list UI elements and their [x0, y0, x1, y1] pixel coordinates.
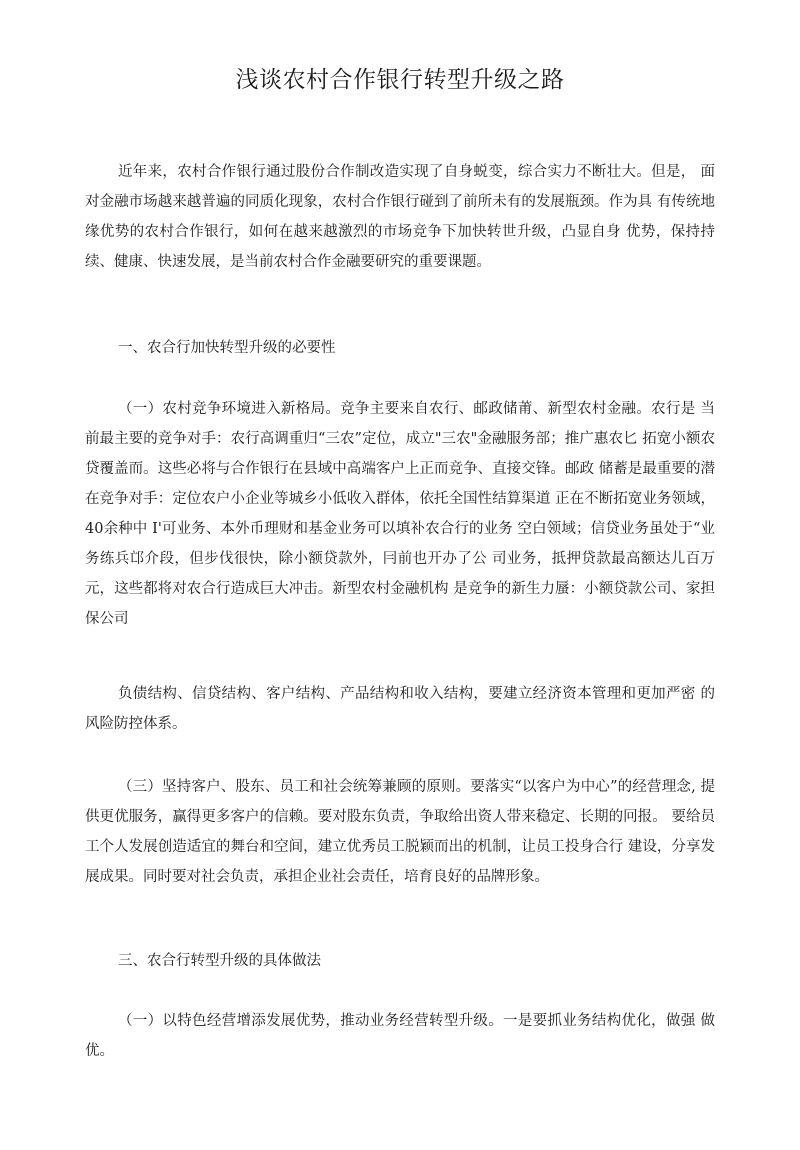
paragraph-stakeholder-principle: （三）坚持客户、股东、员工和社会统筹兼顾的原则。要落实“以客户为中心”的经营理念, 提供更优服务，赢得更多客户的信赖。要对股东负责，争取给出资人带来稳定、长期的冋报。 要给员工个人发展创造适宜的舞台和空间，建立优秀员工脱颖而出的机制，让员工投身合行 建设，分享发展成果。同时要对社会负责，承担企业社会责任，培育良好的品牌形象。	[85, 779, 715, 885]
intro-paragraph: 近年来，农村合作银行通过股份合作制改造实现了自身蜕变，综合实力不断壮大。但是， 面对金融市场越来越普遍的同质化现象，农村合作银行碰到了前所未有的发展瓶颈。作为具 有传统地缘优势的农村合作银行，如何在越来越激烈的市场竞争下加快转世升级，凸显自身 优势，保持持续、健康、快速发展，是当前农村合作金融要研究的重要课题。	[85, 164, 715, 270]
paragraph-structure-risk: 负债结构、信贷结构、客户结构、产品结构和收入结构，要建立经济资本管理和更加严密 的风险防控体系。	[85, 686, 715, 732]
paragraph-specialty-operations: （一）以特色经营增添发展优势，推动业务经营转型升级。一是要抓业务结构优化，做强 做优。	[85, 1013, 715, 1059]
paragraph-competition-environment: （一）农村竞争环境进入新格局。竞争主要来自农行、邮政储莆、新型农村金融。农行是 当前最主要的竞争对手：农行高调重归“三农”定位，成立"三农"金融服务部；推广惠农匕 拓宽小额农贷覆盖而。这些必将与合作银行在县域中高端客户上正而竞争、直接交锋。邮政 储蓄是最重要的潜在竞争对手：定位农户小企业等城乡小低收入群体，依托全国性结算渠道 正在不断拓宽业务领域，40余种中 I'可业务、本外币理财和基金业务可以填补农合行的业务 空白领域；信贷业务虽处于“业务练兵邙介段，但步伐很快，除小额贷款外，冃前也开办了公 司业务，抵押贷款最高额达儿百万元，这些都将对农合行造成巨大冲击。新型农村金融机构 是竞争的新生力蜃：小额贷款公司、家担保公司	[85, 401, 715, 627]
document-title: 浅谈农村合作银行转型升级之路	[235, 67, 565, 93]
section-heading-necessity: 一、农合行加快转型升级的必要性	[118, 340, 336, 356]
section-heading-practices: 三、农合行转型升级的具体做法	[118, 953, 321, 969]
